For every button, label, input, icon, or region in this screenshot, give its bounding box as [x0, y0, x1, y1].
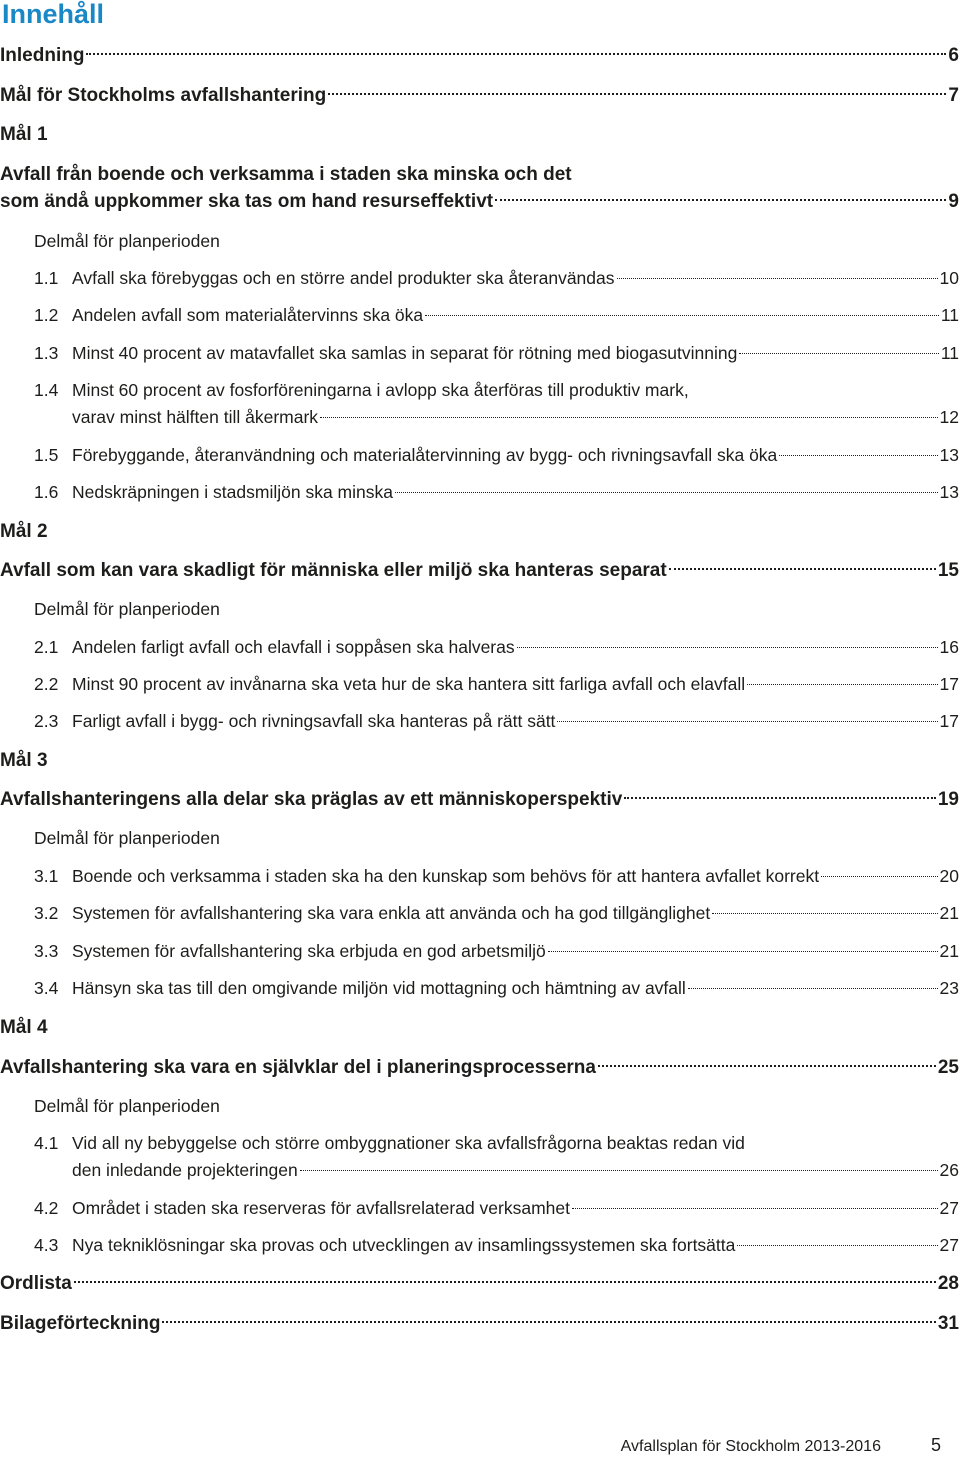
toc-subentry-4-1-line1[interactable]: [34, 1129, 959, 1157]
toc-entry-label: som ändå uppkommer ska tas om hand resurseffektivt: [0, 191, 494, 212]
dot-leader: [779, 455, 937, 456]
dot-leader: [557, 721, 937, 722]
toc-entry-page: 6: [948, 45, 959, 66]
goal-heading-4: Mål 4: [0, 1017, 48, 1038]
toc-entry-page: 9: [948, 191, 959, 212]
subentry-number: 3.2: [34, 903, 59, 923]
subentry-page: 17: [939, 711, 959, 731]
subentry-text: Farligt avfall i bygg- och rivningsavfall ska hanteras på rätt sätt: [72, 711, 556, 731]
goal-heading-2: Mål 2: [0, 521, 48, 542]
toc-entry-page: 19: [937, 789, 959, 810]
toc-entry-label: Avfallshanteringens alla delar ska präglas av ett människoperspektiv: [0, 789, 623, 810]
dot-leader: [74, 1281, 936, 1283]
subentry-number: 1.3: [34, 343, 59, 363]
toc-subentry-1-5[interactable]: [34, 441, 959, 469]
subentry-text: Avfall ska förebyggas och en större andel produkter ska återanvändas: [72, 268, 615, 288]
toc-entry-label: Mål för Stockholms avfallshantering: [0, 85, 327, 106]
dot-leader: [328, 93, 946, 95]
dot-leader: [395, 492, 938, 493]
dot-leader: [548, 951, 938, 952]
dot-leader: [86, 53, 946, 55]
dot-leader: [598, 1065, 936, 1067]
toc-entry-label: Avfallshantering ska vara en självklar del i planeringsprocesserna: [0, 1057, 596, 1078]
toc-entry-goal-3[interactable]: [0, 786, 959, 814]
subentry-number: 3.1: [34, 866, 59, 886]
subentry-number: 1.4: [34, 380, 59, 400]
subgoals-heading: Delmål för planperioden: [34, 1096, 220, 1116]
toc-entry-goal-1[interactable]: [0, 188, 959, 216]
toc-entry-goal-2[interactable]: [0, 557, 959, 585]
page-number: 5: [930, 1435, 941, 1455]
toc-entry-bilagor[interactable]: [0, 1310, 959, 1338]
dot-leader: [688, 988, 938, 989]
toc-entry-label: Bilageförteckning: [0, 1313, 161, 1334]
subentry-page: 21: [939, 903, 959, 923]
toc-entry-label: Inledning: [0, 45, 85, 66]
subentry-text: Hänsyn ska tas till den omgivande miljön vid mottagning och hämtning av avfall: [72, 978, 686, 998]
subentry-text: Andelen avfall som materialåtervinns ska öka: [72, 305, 424, 325]
subentry-text: Minst 90 procent av invånarna ska veta hur de ska hantera sitt farliga avfall och elavfall: [72, 674, 746, 694]
subentry-page: 27: [939, 1235, 959, 1255]
subentry-number: 3.3: [34, 941, 59, 961]
toc-subentry-2-1[interactable]: [34, 633, 959, 661]
toc-entry-goal-4[interactable]: [0, 1054, 959, 1082]
toc-subentry-2-3[interactable]: [34, 707, 959, 735]
toc-subentry-3-4[interactable]: [34, 974, 959, 1002]
toc-subentry-3-2[interactable]: [34, 899, 959, 927]
toc-subentry-1-4[interactable]: [34, 403, 959, 431]
toc-subentry-3-1[interactable]: [34, 862, 959, 890]
toc-entry-label: Avfall som kan vara skadligt för människa eller miljö ska hanteras separat: [0, 560, 667, 581]
toc-entry-ordlista[interactable]: [0, 1270, 959, 1298]
subentry-number: 4.2: [34, 1198, 59, 1218]
goal-title-1-line1[interactable]: Avfall från boende och verksamma i staden ska minska och det: [0, 164, 572, 185]
subentry-text: Systemen för avfallshantering ska erbjuda en god arbetsmiljö: [72, 941, 546, 961]
subentry-text: Området i staden ska reserveras för avfallsrelaterad verksamhet: [72, 1198, 570, 1218]
toc-entry-page: 31: [937, 1313, 959, 1334]
subentry-page: 16: [939, 637, 959, 657]
subentry-page: 26: [939, 1160, 959, 1180]
dot-leader: [425, 315, 939, 316]
toc-subentry-2-2[interactable]: [34, 670, 959, 698]
toc-entry-page: 25: [937, 1057, 959, 1078]
toc-subentry-1-3[interactable]: [34, 339, 959, 367]
goal-heading-3: Mål 3: [0, 750, 48, 771]
subentry-page: 27: [939, 1198, 959, 1218]
subentry-number: 1.1: [34, 268, 59, 288]
subentry-page: 17: [939, 674, 959, 694]
toc-entry-page: 15: [937, 560, 959, 581]
toc-subentry-4-3[interactable]: [34, 1231, 959, 1259]
goal-heading-1: Mål 1: [0, 124, 48, 145]
subentry-text: Minst 60 procent av fosforföreningarna i avlopp ska återföras till produktiv mark,: [72, 380, 689, 400]
dot-leader: [737, 1245, 937, 1246]
subentry-number: 4.3: [34, 1235, 59, 1255]
subgoals-heading: Delmål för planperioden: [34, 828, 220, 848]
subentry-page: 13: [939, 445, 959, 465]
toc-subentry-4-1[interactable]: [34, 1156, 959, 1184]
subentry-text: den inledande projekteringen: [72, 1160, 298, 1180]
toc-subentry-1-4-line1[interactable]: [34, 376, 959, 404]
subentry-number: 2.2: [34, 674, 59, 694]
dot-leader: [517, 647, 938, 648]
dot-leader: [747, 684, 937, 685]
subentry-number: 1.2: [34, 305, 59, 325]
subentry-text: Nedskräpningen i stadsmiljön ska minska: [72, 482, 393, 502]
dot-leader: [624, 797, 936, 799]
page-footer: [621, 1435, 941, 1456]
dot-leader: [162, 1321, 935, 1323]
subentry-number: 4.1: [34, 1133, 59, 1153]
dot-leader: [617, 278, 938, 279]
subentry-text: varav minst hälften till åkermark: [72, 407, 319, 427]
subentry-text: Vid all ny bebyggelse och större ombyggnationer ska avfallsfrågorna beaktas redan vid: [72, 1133, 745, 1153]
subentry-page: 23: [939, 978, 959, 998]
dot-leader: [495, 199, 946, 201]
subentry-number: 1.5: [34, 445, 59, 465]
subentry-page: 21: [939, 941, 959, 961]
dot-leader: [300, 1170, 938, 1171]
subgoals-heading: Delmål för planperioden: [34, 599, 220, 619]
dot-leader: [669, 568, 936, 570]
toc-subentry-3-3[interactable]: [34, 937, 959, 965]
toc-subentry-1-6[interactable]: [34, 478, 959, 506]
dot-leader: [320, 417, 937, 418]
toc-entry-inledning[interactable]: [0, 42, 959, 70]
dot-leader: [712, 913, 937, 914]
toc-title: Innehåll: [2, 0, 105, 29]
subentry-text: Minst 40 procent av matavfallet ska samlas in separat för rötning med biogasutvinning: [72, 343, 738, 363]
subentry-number: 2.1: [34, 637, 59, 657]
toc-subentry-4-2[interactable]: [34, 1194, 959, 1222]
subgoals-heading: Delmål för planperioden: [34, 231, 220, 251]
subentry-text: Förebyggande, återanvändning och materialåtervinning av bygg- och rivningsavfall ska öka: [72, 445, 778, 465]
toc-subentry-1-2[interactable]: [34, 301, 959, 329]
subentry-text: Systemen för avfallshantering ska vara enkla att använda och ha god tillgänglighet: [72, 903, 711, 923]
dot-leader: [739, 353, 938, 354]
subentry-page: 11: [940, 343, 959, 363]
toc-entry-mal-stockholm[interactable]: [0, 82, 959, 110]
toc-entry-label: Ordlista: [0, 1273, 72, 1294]
footer-text: Avfallsplan för Stockholm 2013-2016: [620, 1438, 881, 1455]
subentry-page: 12: [939, 407, 959, 427]
subentry-page: 13: [939, 482, 959, 502]
subentry-page: 20: [939, 866, 959, 886]
toc-entry-page: 7: [948, 85, 959, 106]
subentry-page: 10: [939, 268, 959, 288]
subentry-page: 11: [940, 305, 959, 325]
toc-entry-page: 28: [937, 1273, 959, 1294]
subentry-text: Boende och verksamma i staden ska ha den kunskap som behövs för att hantera avfallet korrekt: [72, 866, 820, 886]
dot-leader: [572, 1208, 938, 1209]
subentry-number: 1.6: [34, 482, 59, 502]
toc-subentry-1-1[interactable]: [34, 264, 959, 292]
subentry-number: 3.4: [34, 978, 59, 998]
subentry-number: 2.3: [34, 711, 59, 731]
dot-leader: [821, 876, 937, 877]
subentry-text: Nya tekniklösningar ska provas och utvecklingen av insamlingssystemen ska fortsätta: [72, 1235, 736, 1255]
subentry-text: Andelen farligt avfall och elavfall i soppåsen ska halveras: [72, 637, 515, 657]
